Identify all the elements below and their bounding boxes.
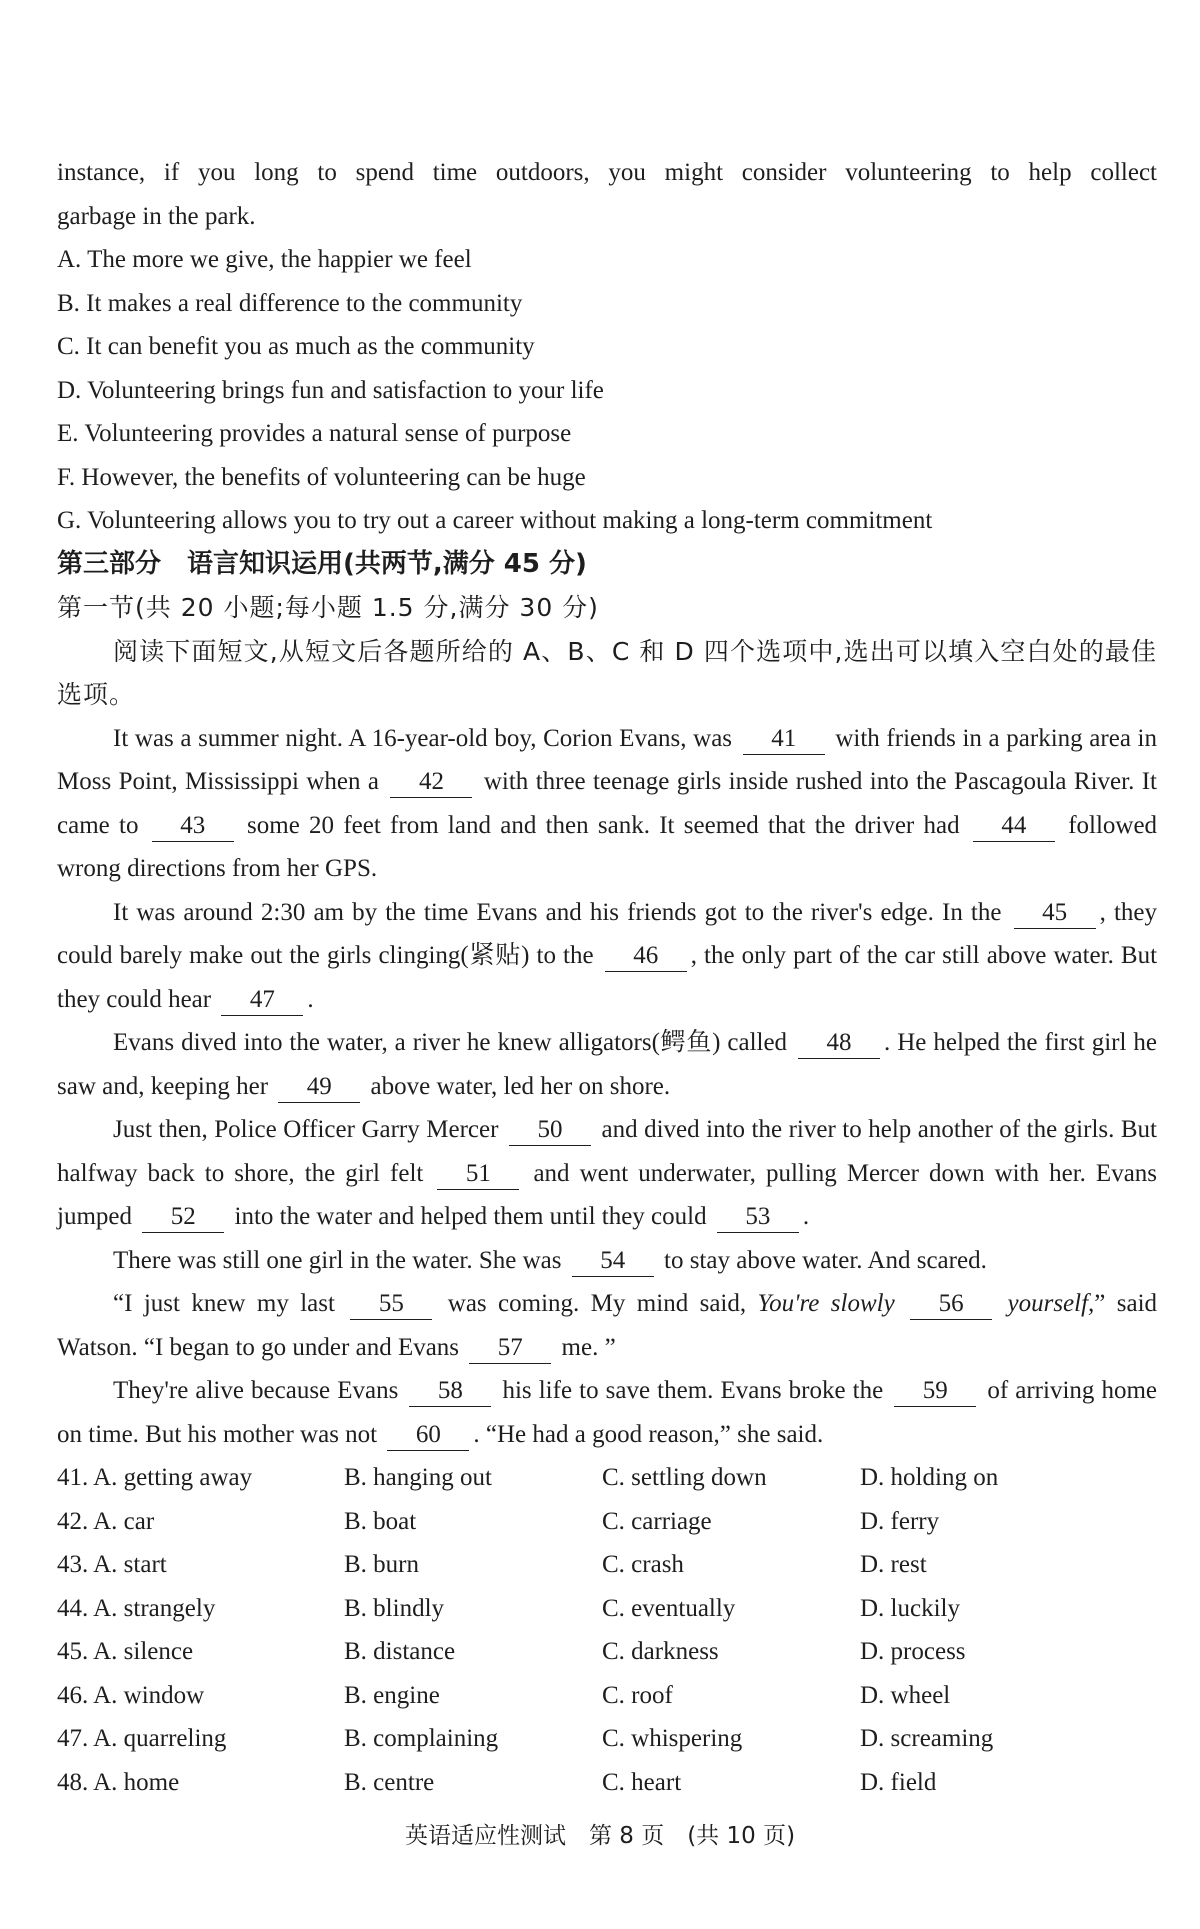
choice-b: B. burn	[344, 1551, 419, 1578]
blank-53: 53	[717, 1202, 799, 1233]
choice-b: B. boat	[344, 1507, 417, 1535]
choice-a: 42. A. car	[57, 1507, 155, 1535]
passage-text: with friends in a parking area in Moss Point, Mississippi when a	[57, 724, 1158, 795]
question-46	[57, 1674, 1157, 1718]
intro-line-1: instance, if you long to spend time outdoors, you might consider volunteering to help collect	[57, 159, 1157, 186]
passage-text: They're alive because Evans	[113, 1377, 399, 1404]
choice-b: B. engine	[344, 1681, 440, 1709]
passage-text: above water, led her on shore.	[370, 1072, 671, 1100]
choice-d: D. wheel	[860, 1681, 951, 1709]
passage-text: .	[307, 985, 314, 1013]
blank-45: 45	[1014, 898, 1096, 929]
choice-a: 47. A. quarreling	[57, 1725, 227, 1752]
blank-44: 44	[973, 811, 1055, 842]
choice-c: C. heart	[602, 1768, 682, 1796]
passage-text: , they could barely make out the girls clinging(紧贴) to the	[57, 898, 1158, 969]
passage-text: There was still one girl in the water. She was	[113, 1246, 562, 1274]
blank-59: 59	[894, 1376, 976, 1407]
choice-b: B. complaining	[344, 1725, 499, 1752]
option-e: E. Volunteering provides a natural sense of purpose	[57, 420, 572, 447]
passage-text: ” said Watson. “I began to go under and Evans	[57, 1290, 1158, 1361]
passage-text: was coming. My mind said,	[447, 1290, 747, 1317]
blank-54: 54	[572, 1246, 654, 1277]
choice-c: C. crash	[602, 1551, 684, 1578]
passage-paragraph-3	[57, 1021, 1157, 1108]
blank-47: 47	[221, 985, 303, 1016]
question-43	[57, 1543, 1157, 1587]
choice-d: D. rest	[860, 1551, 927, 1578]
passage-text: and went underwater, pulling Mercer down with her. Evans jumped	[57, 1159, 1158, 1230]
choice-b: B. blindly	[344, 1594, 445, 1622]
passage-paragraph-7	[57, 1369, 1157, 1456]
passage-text: Just then, Police Officer Garry Mercer	[113, 1116, 499, 1143]
choice-a: 46. A. window	[57, 1681, 205, 1709]
choice-d: D. ferry	[860, 1507, 940, 1535]
choice-d: D. field	[860, 1768, 937, 1796]
option-b: B. It makes a real difference to the community	[57, 289, 523, 317]
passage-paragraph-5	[57, 1239, 1157, 1283]
section-title: 第三部分 语言知识运用(共两节,满分 45 分)	[57, 548, 587, 579]
choice-c: C. settling down	[602, 1464, 767, 1491]
passage-paragraph-6	[57, 1282, 1157, 1369]
passage-text: and dived into the river to help another of the girls. But halfway back to shore, the girl felt	[57, 1116, 1158, 1187]
blank-50: 50	[509, 1115, 591, 1146]
question-47	[57, 1717, 1157, 1761]
passage-text: .	[802, 1203, 810, 1230]
passage-paragraph-2	[57, 891, 1157, 1022]
choice-c: C. roof	[602, 1681, 673, 1709]
blank-51: 51	[437, 1159, 519, 1190]
passage-text: It was around 2:30 am by the time Evans and his friends got to the river's edge. In the	[113, 898, 1002, 926]
section-subtitle: 第一节(共 20 小题;每小题 1.5 分,满分 30 分)	[57, 593, 599, 622]
option-f: F. However, the benefits of volunteering can be huge	[57, 463, 586, 491]
page-footer: 英语适应性测试 第 8 页 (共 10 页)	[404, 1823, 796, 1849]
blank-43: 43	[152, 811, 234, 842]
choice-a: 43. A. start	[57, 1551, 167, 1578]
option-d: D. Volunteering brings fun and satisfaction to your life	[57, 376, 604, 404]
page-content	[57, 151, 1157, 1804]
choice-a: 44. A. strangely	[57, 1594, 216, 1622]
question-42	[57, 1500, 1157, 1544]
choice-d: D. holding on	[860, 1464, 999, 1491]
blank-46: 46	[605, 941, 687, 972]
option-g: G. Volunteering allows you to try out a career without making a long-term commitment	[57, 507, 933, 534]
question-44	[57, 1587, 1157, 1631]
question-45	[57, 1630, 1157, 1674]
passage-text: It was a summer night. A 16-year-old boy, Corion Evans, was	[113, 724, 733, 752]
choice-b: B. distance	[344, 1638, 456, 1665]
choice-a: 48. A. home	[57, 1768, 180, 1796]
choice-c: C. whispering	[602, 1725, 743, 1752]
blank-57: 57	[469, 1333, 551, 1364]
passage-text: followed wrong directions from her GPS.	[57, 811, 1158, 882]
passage-text: to stay above water. And scared.	[664, 1246, 987, 1274]
choice-c: C. eventually	[602, 1594, 736, 1622]
passage-text: his life to save them. Evans broke the	[502, 1377, 884, 1404]
section-instruction: 阅读下面短文,从短文后各题所给的 A、B、C 和 D 四个选项中,选出可以填入空白处的最佳选项。	[57, 636, 1157, 709]
choice-a: 45. A. silence	[57, 1638, 194, 1665]
options-list	[57, 238, 1157, 543]
passage-italic-text: yourself,	[1007, 1290, 1095, 1317]
choice-d: D. screaming	[860, 1725, 994, 1752]
blank-52: 52	[142, 1202, 224, 1233]
option-a: A. The more we give, the happier we feel	[57, 246, 472, 273]
blank-56: 56	[910, 1289, 992, 1320]
passage-text: with three teenage girls inside rushed into the Pascagoula River. It came to	[57, 768, 1158, 839]
blank-41: 41	[743, 724, 825, 755]
option-c: C. It can benefit you as much as the community	[57, 333, 535, 360]
passage-paragraph-4	[57, 1108, 1157, 1239]
passage-text: of arriving home on time. But his mother was not	[57, 1377, 1158, 1448]
blank-55: 55	[350, 1289, 432, 1320]
choice-a: 41. A. getting away	[57, 1464, 253, 1491]
intro-line-2: garbage in the park.	[57, 202, 256, 230]
passage-text: . “He had a good reason,” she said.	[473, 1420, 824, 1448]
passage-paragraph-1	[57, 717, 1157, 891]
passage-text: , the only part of the car still above water. But they could hear	[57, 942, 1158, 1013]
passage-text: me. ”	[561, 1333, 616, 1361]
blank-60: 60	[387, 1420, 469, 1451]
choice-d: D. process	[860, 1638, 966, 1665]
blank-48: 48	[798, 1028, 880, 1059]
passage-text: Evans dived into the water, a river he knew alligators(鳄鱼) called	[113, 1029, 788, 1056]
question-48	[57, 1761, 1157, 1805]
blank-58: 58	[409, 1376, 491, 1407]
passage-text: . He helped the first girl he saw and, keeping her	[57, 1029, 1157, 1100]
question-options	[57, 1456, 1157, 1804]
blank-42: 42	[390, 767, 472, 798]
choice-b: B. hanging out	[344, 1464, 492, 1491]
choice-b: B. centre	[344, 1768, 435, 1796]
choice-d: D. luckily	[860, 1594, 960, 1622]
choice-c: C. carriage	[602, 1507, 712, 1535]
passage-text: some 20 feet from land and then sank. It seemed that the driver had	[247, 811, 960, 839]
blank-49: 49	[278, 1072, 360, 1103]
passage-italic-text: You're slowly	[757, 1290, 895, 1317]
passage-text: “I just knew my last	[113, 1290, 335, 1317]
question-41	[57, 1456, 1157, 1500]
passage-text: into the water and helped them until they could	[234, 1203, 707, 1230]
choice-c: C. darkness	[602, 1638, 719, 1665]
